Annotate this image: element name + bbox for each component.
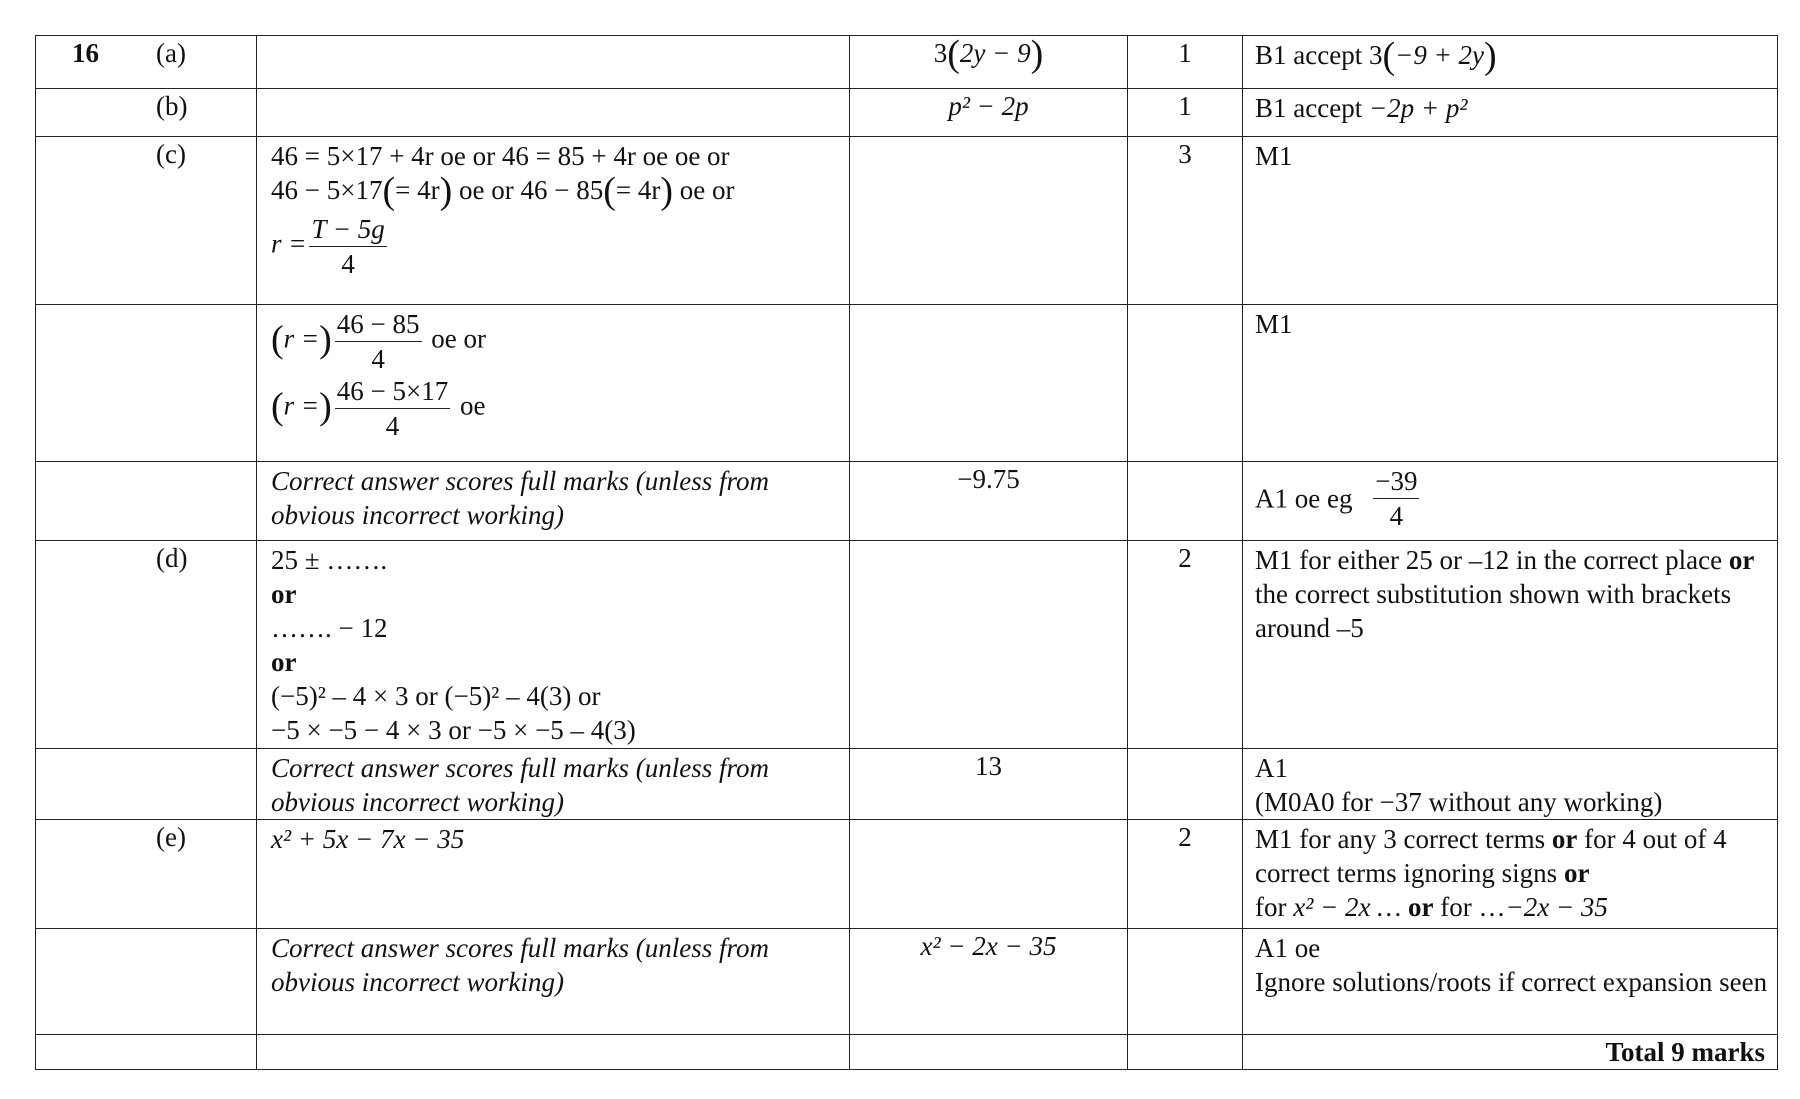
notes-c3: A1 oe eg $\frac{-39}{4}$ xyxy=(1243,462,1778,541)
notes-b: B1 accept −2p + p² xyxy=(1243,89,1778,137)
fraction: $\frac{46 - 85}{4}$ xyxy=(336,309,420,374)
notes-e1: M1 for any 3 correct terms or for 4 out of 4 correct terms ignoring signs or for x² − 2x … or for …−2x − 35 xyxy=(1243,820,1778,929)
working-cell xyxy=(257,36,850,89)
answer-c: −9.75 xyxy=(850,462,1128,541)
answer-cell xyxy=(850,1035,1128,1070)
question-number: 16 xyxy=(72,38,99,68)
working-line: (r =) $\frac{46 - 5\times 17}{4}$ oe xyxy=(271,376,486,441)
working-e2: Correct answer scores full marks (unless from obvious incorrect working) xyxy=(257,929,850,1035)
part-label-e: (e) xyxy=(156,822,186,852)
working-line: or xyxy=(271,647,297,677)
working-line: 25 ± ……. xyxy=(271,545,388,575)
row-c-method-1 xyxy=(36,137,1778,305)
marks-cell xyxy=(1128,305,1243,462)
question-cell xyxy=(36,1035,257,1070)
marks-cell xyxy=(1128,749,1243,820)
row-c-answer xyxy=(36,462,1778,541)
mark-scheme-table xyxy=(35,35,1778,1070)
row-e-answer xyxy=(36,929,1778,1035)
total-marks: Total 9 marks xyxy=(1243,1035,1778,1070)
fraction: $\frac{46 - 5\times 17}{4}$ xyxy=(336,376,449,441)
row-d-answer xyxy=(36,749,1778,820)
notes-e2: A1 oe Ignore solutions/roots if correct expansion seen xyxy=(1243,929,1778,1035)
working-line: 46 − 5×17(= 4r) oe or 46 − 85(= 4r) oe or xyxy=(271,170,735,212)
answer-cell xyxy=(850,820,1128,929)
part-label-c: (c) xyxy=(156,139,186,169)
working-line: (−5)² – 4 × 3 or (−5)² – 4(3) or xyxy=(271,681,601,711)
answer-a: 3(2y − 9) xyxy=(933,33,1044,75)
question-cell xyxy=(36,820,257,929)
row-a xyxy=(36,36,1778,89)
answer-cell xyxy=(850,137,1128,305)
question-cell xyxy=(36,137,257,305)
notes-c1: M1 xyxy=(1243,137,1778,305)
question-cell xyxy=(36,462,257,541)
working-c1 xyxy=(257,137,850,305)
question-cell xyxy=(36,36,257,89)
marks-cell xyxy=(1128,1035,1243,1070)
question-cell xyxy=(36,305,257,462)
working-c3: Correct answer scores full marks (unless from obvious incorrect working) xyxy=(257,462,850,541)
working-cell xyxy=(257,1035,850,1070)
answer-b: p² − 2p xyxy=(850,89,1128,137)
part-label-d: (d) xyxy=(156,543,188,573)
answer-e: x² − 2x − 35 xyxy=(850,929,1128,1035)
working-line: −5 × −5 − 4 × 3 or −5 × −5 – 4(3) xyxy=(271,715,636,745)
notes-d2: A1 (M0A0 for −37 without any working) xyxy=(1243,749,1778,820)
working-line: 46 = 5×17 + 4r oe or 46 = 85 + 4r oe oe or xyxy=(271,141,730,171)
row-c-method-2 xyxy=(36,305,1778,462)
row-b xyxy=(36,89,1778,137)
marks-e: 2 xyxy=(1128,820,1243,929)
part-label-b: (b) xyxy=(156,91,188,121)
notes-a: B1 accept 3(−9 + 2y) xyxy=(1243,36,1778,89)
working-line: r = $\frac{T - 5g}{4}$ xyxy=(271,214,385,279)
working-d2: Correct answer scores full marks (unless from obvious incorrect working) xyxy=(257,749,850,820)
question-cell xyxy=(36,749,257,820)
marks-a: 1 xyxy=(1128,36,1243,89)
working-line: (r =) $\frac{46 - 85}{4}$ oe or xyxy=(271,309,487,374)
answer-cell xyxy=(850,541,1128,749)
working-e1: x² + 5x − 7x − 35 xyxy=(257,820,850,929)
answer-cell xyxy=(850,305,1128,462)
question-cell xyxy=(36,89,257,137)
row-d-method xyxy=(36,541,1778,749)
working-c2 xyxy=(257,305,850,462)
answer-cell xyxy=(850,33,1128,89)
marks-c: 3 xyxy=(1128,137,1243,305)
answer-d: 13 xyxy=(850,749,1128,820)
fraction: $\frac{-39}{4}$ xyxy=(1375,466,1418,531)
notes-d1: M1 for either 25 or –12 in the correct place or the correct substitution shown with brackets around –5 xyxy=(1243,541,1778,749)
marks-b: 1 xyxy=(1128,89,1243,137)
row-e-method xyxy=(36,820,1778,929)
marks-cell xyxy=(1128,929,1243,1035)
working-line: or xyxy=(271,579,297,609)
question-cell xyxy=(36,929,257,1035)
working-line: ……. − 12 xyxy=(271,613,388,643)
row-total xyxy=(36,1035,1778,1070)
notes-c2: M1 xyxy=(1243,305,1778,462)
working-cell xyxy=(257,89,850,137)
fraction: $\frac{T - 5g}{4}$ xyxy=(311,214,385,279)
question-cell xyxy=(36,541,257,749)
working-d1 xyxy=(257,541,850,749)
marks-cell xyxy=(1128,462,1243,541)
marks-d: 2 xyxy=(1128,541,1243,749)
part-label-a: (a) xyxy=(156,38,186,68)
